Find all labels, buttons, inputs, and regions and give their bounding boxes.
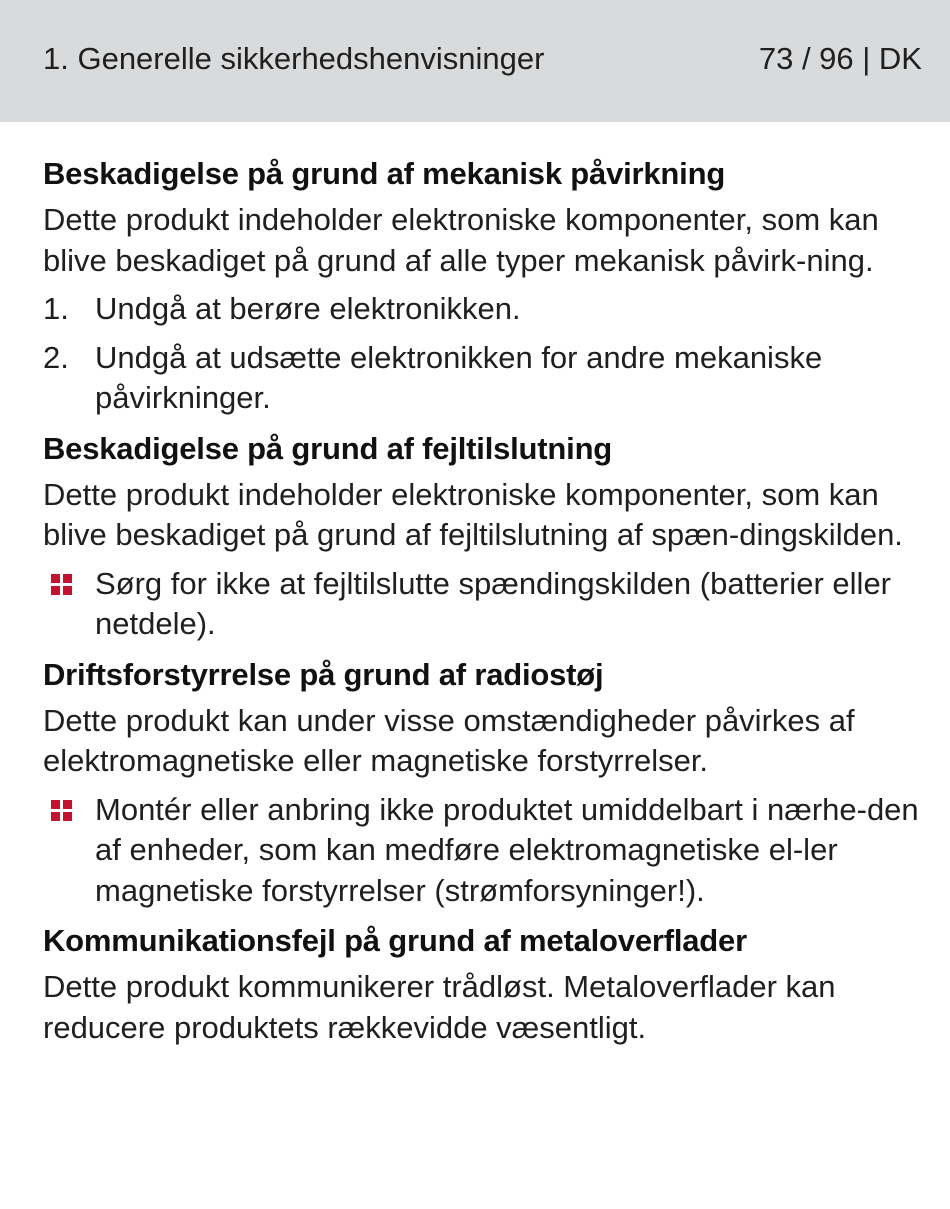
section-paragraph: Dette produkt kommunikerer trådløst. Metaloverflader kan reducere produktets rækkevidde væsentligt. — [43, 969, 836, 1045]
section-heading: Beskadigelse på grund af mekanisk påvirkning — [43, 156, 726, 191]
list-item-text: Sørg for ikke at fejltilslutte spændingskilden (batterier eller netdele). — [95, 565, 892, 641]
section-paragraph: Dette produkt kan under visse omstændigheder påvirkes af elektromagnetiske eller magnetiske forstyrrelser. — [43, 702, 855, 778]
bullet-square-icon — [51, 574, 73, 596]
page-header — [0, 0, 950, 122]
list-item — [43, 338, 923, 419]
section-miswiring — [43, 427, 923, 645]
page-content — [43, 152, 923, 1048]
numbered-list — [43, 289, 923, 419]
section-metal-surfaces — [43, 919, 923, 1048]
bullet-square-icon — [51, 800, 73, 822]
section-heading: Beskadigelse på grund af fejltilslutning — [43, 430, 613, 466]
section-heading: Driftsforstyrrelse på grund af radiostøj — [43, 656, 604, 692]
list-number: 1. — [43, 291, 69, 326]
list-item — [43, 289, 923, 330]
section-heading: Kommunikationsfejl på grund af metaloverflader — [43, 923, 747, 958]
list-item-text: Montér eller anbring ikke produktet umiddelbart i nærhe-den af enheder, som kan medføre elektromagnetiske el-ler magnetiske forstyrrelser (strømforsyninger!). — [95, 791, 919, 908]
list-item-text: Undgå at udsætte elektronikken for andre mekaniske påvirkninger. — [95, 339, 823, 415]
section-mechanical — [43, 152, 923, 419]
bullet-list — [43, 564, 923, 645]
list-item — [43, 790, 923, 912]
section-radio-noise — [43, 653, 923, 912]
list-item-text: Undgå at berøre elektronikken. — [95, 291, 521, 326]
section-paragraph: Dette produkt indeholder elektroniske komponenter, som kan blive beskadiget på grund af alle typer mekanisk påvirk-ning. — [43, 202, 879, 278]
section-paragraph: Dette produkt indeholder elektroniske komponenter, som kan blive beskadiget på grund af fejltilslutning af spæn-dingskilden. — [43, 476, 903, 552]
page-number: 73 / 96 | DK — [758, 41, 922, 76]
list-number: 2. — [43, 339, 69, 375]
chapter-title: 1. Generelle sikkerhedshenvisninger — [43, 41, 545, 76]
bullet-list — [43, 790, 923, 912]
list-item — [43, 564, 923, 645]
